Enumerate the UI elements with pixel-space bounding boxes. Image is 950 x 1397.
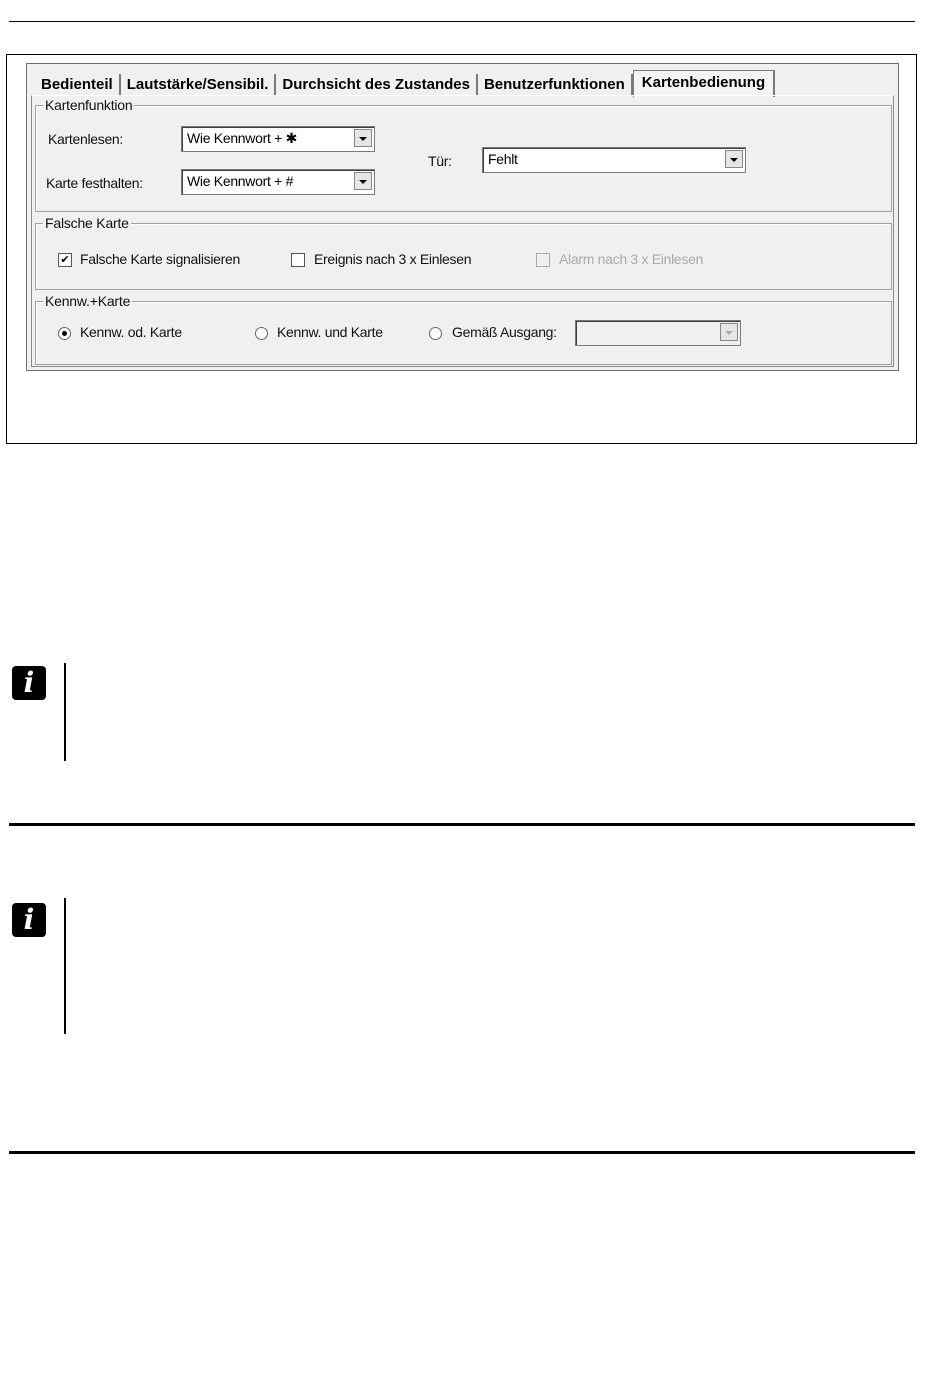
- alarm-checkbox: [536, 253, 550, 267]
- chevron-down-icon[interactable]: [725, 150, 743, 168]
- chevron-down-icon[interactable]: [354, 129, 372, 147]
- tuer-label: Tür:: [428, 153, 452, 169]
- group-title-falsche-karte: Falsche Karte: [45, 215, 129, 231]
- festhalten-select[interactable]: [181, 169, 375, 195]
- ereignis-checkbox[interactable]: [291, 253, 305, 267]
- settings-dialog: [26, 63, 899, 371]
- note-bar: [64, 663, 66, 761]
- ereignis-label[interactable]: Ereignis nach 3 x Einlesen: [314, 251, 472, 267]
- radio-selected-dot: [62, 331, 67, 336]
- kartenlesen-value: Wie Kennwort + ✱: [187, 130, 298, 146]
- radio-label-und[interactable]: Kennw. und Karte: [277, 324, 383, 340]
- group-kartenfunktion: [35, 97, 892, 212]
- tuer-value: Fehlt: [488, 151, 518, 167]
- tab-panel-kartenbedienung: [31, 95, 894, 367]
- ausgang-select: [575, 320, 741, 346]
- group-title-kartenfunktion: Kartenfunktion: [45, 97, 133, 113]
- tab-bedienteil[interactable]: Bedienteil: [35, 74, 121, 96]
- screenshot-frame: [6, 54, 917, 444]
- group-falsche-karte: [35, 215, 892, 290]
- tab-benutzerfunktionen[interactable]: Benutzerfunktionen: [478, 74, 633, 96]
- radio-kennw-oder-karte[interactable]: [58, 327, 71, 340]
- info-icon: i: [12, 903, 46, 937]
- tuer-select[interactable]: [482, 147, 746, 173]
- festhalten-value: Wie Kennwort + #: [187, 173, 294, 189]
- radio-kennw-und-karte[interactable]: [255, 327, 268, 340]
- top-rule: [9, 21, 915, 22]
- tab-lautstaerke[interactable]: Lautstärke/Sensibil.: [121, 74, 277, 96]
- info-icon: i: [12, 666, 46, 700]
- signalisieren-label[interactable]: Falsche Karte signalisieren: [80, 251, 240, 267]
- festhalten-label: Karte festhalten:: [46, 175, 143, 191]
- chevron-down-icon[interactable]: [354, 172, 372, 190]
- section-rule: [9, 823, 915, 826]
- alarm-label: Alarm nach 3 x Einlesen: [559, 251, 704, 267]
- tab-kartenbedienung[interactable]: Kartenbedienung: [633, 70, 775, 97]
- group-title-kennw-karte: Kennw.+Karte: [45, 293, 131, 309]
- tab-durchsicht[interactable]: Durchsicht des Zustandes: [276, 74, 478, 96]
- kartenlesen-label: Kartenlesen:: [48, 131, 124, 147]
- note-bar: [64, 898, 66, 1034]
- group-kennw-karte: [35, 293, 892, 365]
- kartenlesen-select[interactable]: [181, 126, 375, 152]
- chevron-down-icon: [720, 323, 738, 341]
- radio-label-ausgang[interactable]: Gemäß Ausgang:: [452, 324, 557, 340]
- tab-strip: [35, 68, 775, 96]
- radio-label-oder[interactable]: Kennw. od. Karte: [80, 324, 182, 340]
- radio-gemaess-ausgang[interactable]: [429, 327, 442, 340]
- signalisieren-checkbox[interactable]: ✔: [58, 253, 72, 267]
- section-rule: [9, 1151, 915, 1154]
